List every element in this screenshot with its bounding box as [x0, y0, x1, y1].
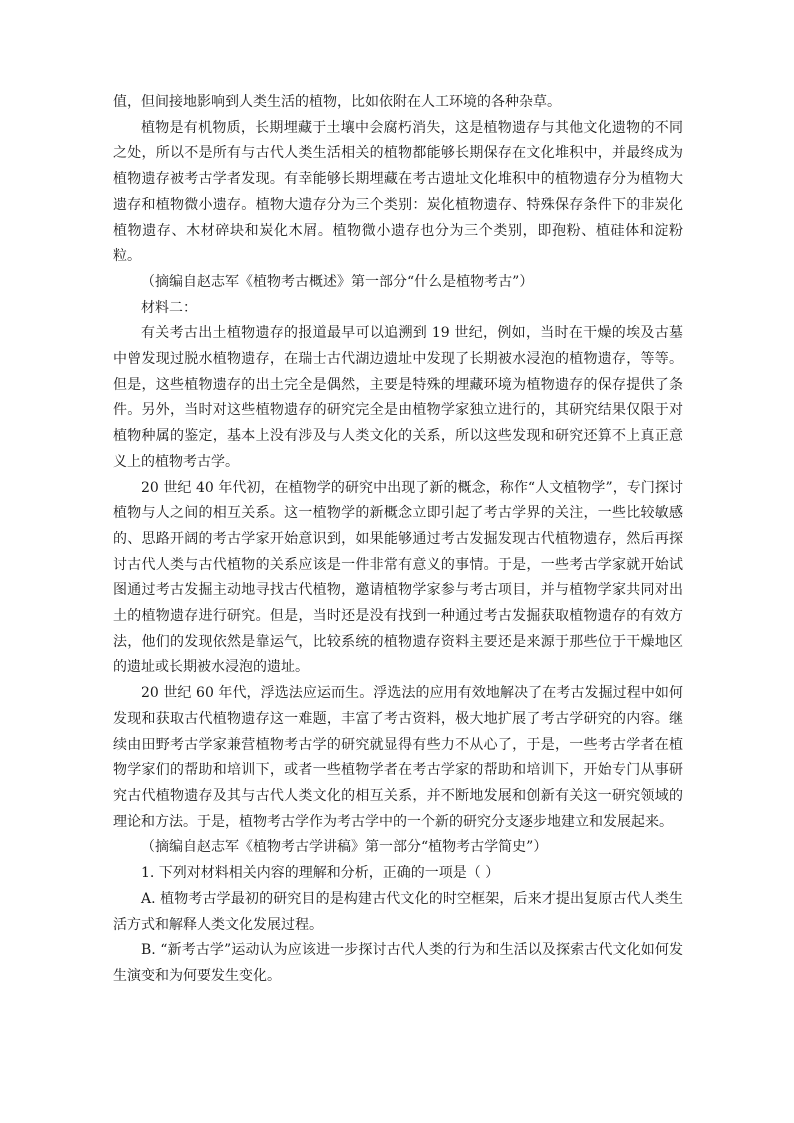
option-b: B. “新考古学”运动认为应该进一步探讨古代人类的行为和生活以及探索古代文化如何发生演变和为何要发生变化。: [113, 942, 683, 984]
paragraph-19th-century: 有关考古出土植物遗存的报道最早可以追溯到 19 世纪，例如，当时在干燥的埃及古墓中曾发现过脱水植物遗存，在瑞士古代湖边遗址中发现了长期被水浸泡的植物遗存，等等。但是，这些植物遗存的出土完全是偶然，主要是特殊的埋藏环境为植物遗存的保存提供了条件。另外，当时对这些植物遗存的研究完全是由植物学家独立进行的，其研究结果仅限于对植物种属的鉴定，基本上没有涉及与人类文化的关系，所以这些发现和研究还算不上真正意义上的植物考古学。: [113, 325, 683, 470]
question-1: 1. 下列对材料相关内容的理解和分析，正确的一项是（ ）: [141, 865, 500, 882]
paragraph-plant-remains: 植物是有机物质，长期埋藏于土壤中会腐朽消失，这是植物遗存与其他文化遗物的不同之处，所以不是所有与古代人类生活相关的植物都能够长期保存在文化堆积中，并最终成为植物遗存被考古学者发现。有幸能够长期埋藏在考古遗址文化堆积中的植物遗存分为植物大遗存和植物微小遗存。植物大遗存分为三个类别：炭化植物遗存、特殊保存条件下的非炭化植物遗存、木材碎块和炭化木屑。植物微小遗存也分为三个类别，即孢粉、植硅体和淀粉粒。: [113, 119, 683, 265]
material-two-label: 材料二：: [141, 299, 197, 316]
source-citation-2: （摘编自赵志军《植物考古学讲稿》第一部分“植物考古学简史”）: [141, 839, 548, 856]
source-citation-1: （摘编自赵志军《植物考古概述》第一部分“什么是植物考古”）: [141, 273, 534, 290]
paragraph-1940s: 20 世纪 40 年代初，在植物学的研究中出现了新的概念，称作“人文植物学”，专门探讨植物与人之间的相互关系。这一植物学的新概念立即引起了考古学界的关注，一些比较敏感的、思路开阔的考古学家开始意识到，如果能够通过考古发掘发现古代植物遗存，然后再探讨古代人类与古代植物的关系应该是一件非常有意义的事情。于是，一些考古学家就开始试图通过考古发掘主动地寻找古代植物，邀请植物学家参与考古项目，并与植物学家共同对出土的植物遗存进行研究。但是，当时还是没有找到一种通过考古发掘获取植物遗存的有效方法，他们的发现依然是靠运气，比较系统的植物遗存资料主要还是来源于那些位于干燥地区的遗址或长期被水浸泡的遗址。: [113, 479, 683, 676]
paragraph-continuation: 值，但间接地影响到人类生活的植物，比如依附在人工环境的各种杂草。: [113, 94, 561, 110]
paragraph-1960s: 20 世纪 60 年代，浮选法应运而生。浮选法的应用有效地解决了在考古发掘过程中如何发现和获取古代植物遗存这一难题，丰富了考古资料，极大地扩展了考古学研究的内容。继续由田野考古学家兼营植物考古学的研究就显得有些力不从心了，于是，一些考古学者在植物学家们的帮助和培训下，或者一些植物学者在考古学家的帮助和培训下，开始专门从事研究古代植物遗存及其与古代人类文化的相互关系，并不断地发展和创新有关这一研究领域的理论和方法。于是，植物考古学作为考古学中的一个新的研究分支逐步地建立和发展起来。: [113, 685, 683, 830]
option-a: A. 植物考古学最初的研究目的是构建古代文化的时空框架，后来才提出复原古代人类生活方式和解释人类文化发展过程。: [113, 890, 683, 933]
document-page: [113, 90, 683, 990]
